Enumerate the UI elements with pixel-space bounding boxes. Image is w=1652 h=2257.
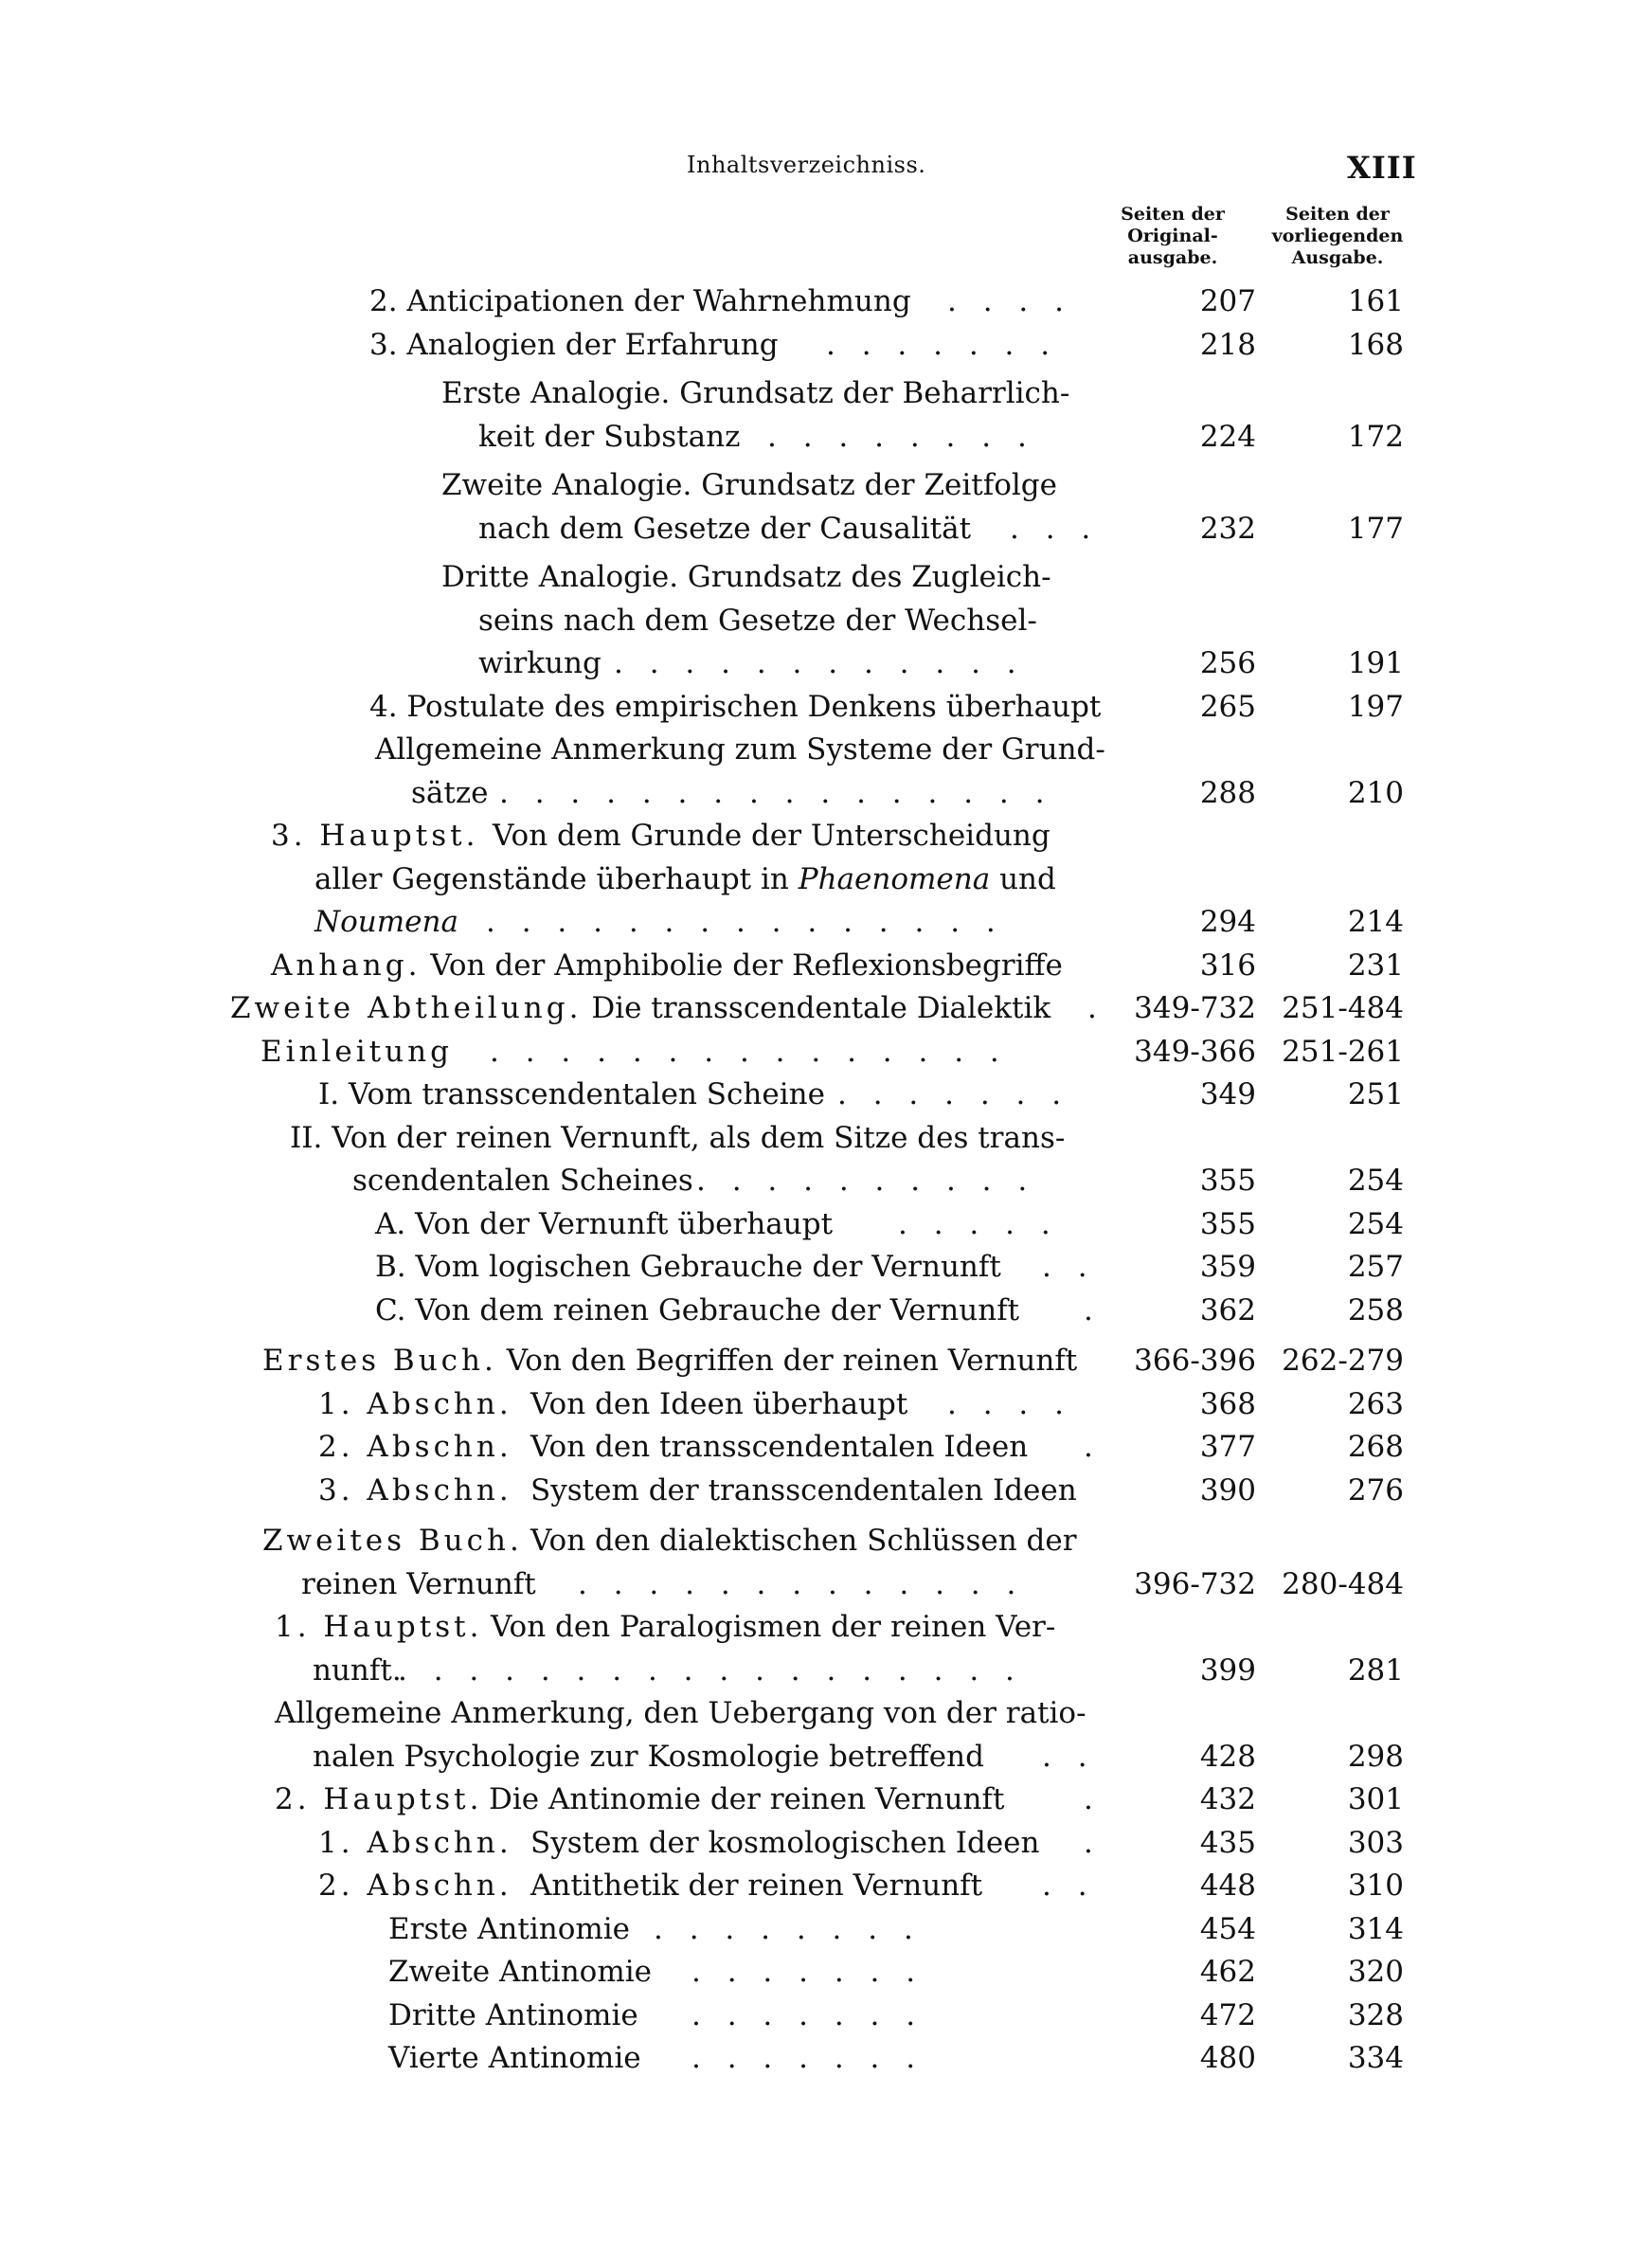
toc-entry-continued: nalen Psychologie zur Kosmologie betreffend . . 428 298 <box>313 1739 1404 1774</box>
toc-entry: Einleitung . . . . . . . . . . . . . . . 349-366 251-261 <box>260 1034 1404 1069</box>
toc-entry: Vierte Antinomie . . . . . . . 480 334 <box>388 2041 1404 2075</box>
toc-entry-continued: nach dem Gesetze der Causalität . . . 232 177 <box>478 511 1404 546</box>
toc-entry-continued: Noumena . . . . . . . . . . . . . . . 294 214 <box>314 905 1404 939</box>
toc-entry-continued: wirkung . . . . . . . . . . . . 256 191 <box>478 646 1404 680</box>
toc-entry: Erste Antinomie . . . . . . . . 454 314 <box>388 1911 1404 1946</box>
toc-entry: Dritte Analogie. Grundsatz des Zugleich- <box>441 560 1051 594</box>
toc-entry: 2. Anticipationen der Wahrnehmung . . . . 207 161 <box>369 284 1404 318</box>
toc-entry: 1. Hauptst. Von den Paralogismen der reinen Ver- <box>275 1610 1056 1644</box>
toc-entry: Zweite Abtheilung. Die transscendentale Dialektik . 349-732 251-484 <box>230 991 1404 1025</box>
toc-entry-continued: aller Gegenstände überhaupt in Phaenomena und <box>314 861 1056 896</box>
toc-entry-continued: scendentalen Scheines . . . . . . . . . . 355 254 <box>352 1164 1404 1198</box>
toc-entry-continued: reinen Vernunft . . . . . . . . . . . . . 396-732 280-484 <box>301 1566 1404 1601</box>
toc-entry-continued: sätze . . . . . . . . . . . . . . . . 288 210 <box>411 775 1404 810</box>
toc-entry-continued: keit der Substanz . . . . . . . . 224 172 <box>478 419 1404 454</box>
toc-entry: 2. Abschn. Antithetik der reinen Vernunft . . 448 310 <box>318 1869 1404 1903</box>
toc-entry: Erste Analogie. Grundsatz der Beharrlich- <box>441 376 1070 410</box>
toc-entry: B. Vom logischen Gebrauche der Vernunft . . 359 257 <box>375 1250 1404 1284</box>
toc-entry: Allgemeine Anmerkung zum Systeme der Grund- <box>375 732 1105 767</box>
toc-entry: A. Von der Vernunft überhaupt . . . . . 355 254 <box>375 1206 1404 1241</box>
toc-entry: Erstes Buch. Von den Begriffen der reinen Vernunft 366-396 262-279 <box>262 1344 1404 1378</box>
toc-entry: Zweite Analogie. Grundsatz der Zeitfolge <box>441 468 1057 502</box>
toc-entry-continued: nunft. . . . . . . . . . . . . . . . . . . 399 281 <box>313 1652 1404 1688</box>
toc-entry: C. Von dem reinen Gebrauche der Vernunft . 362 258 <box>375 1292 1404 1327</box>
toc-entry: 1. Abschn. Von den Ideen überhaupt . . . . 368 263 <box>318 1386 1404 1421</box>
toc-entry: 2. Hauptst. Die Antinomie der reinen Vernunft . 432 301 <box>275 1782 1404 1816</box>
toc-entry: Zweites Buch. Von den dialektischen Schlüssen der <box>262 1524 1077 1558</box>
toc-entry: 2. Abschn. Von den transscendentalen Ideen . 377 268 <box>318 1430 1404 1464</box>
toc-entry: Zweite Antinomie . . . . . . . 462 320 <box>388 1955 1404 1989</box>
toc-entry: 3. Hauptst. Von dem Grunde der Unterscheidung <box>271 819 1050 853</box>
toc-entry-continued: seins nach dem Gesetze der Wechsel- <box>478 603 1037 638</box>
page-number: XIII <box>1347 150 1417 186</box>
toc-entry: Anhang. Von der Amphibolie der Reflexionsbegriffe 316 231 <box>271 948 1404 983</box>
column-header-present: Seiten der vorliegenden Ausgabe. <box>1271 204 1404 268</box>
column-header-original: Seiten der Original- ausgabe. <box>1121 204 1225 268</box>
toc-entry: 3. Abschn. System der transscendentalen Ideen 390 276 <box>318 1472 1404 1508</box>
toc-entry: II. Von der reinen Vernunft, als dem Sitze des trans- <box>290 1120 1066 1155</box>
toc-entry: 1. Abschn. System der kosmologischen Ideen . 435 303 <box>318 1825 1404 1860</box>
toc-entry: Dritte Antinomie . . . . . . . 472 328 <box>388 1997 1404 2032</box>
running-title: Inhaltsverzeichniss. <box>687 152 926 178</box>
toc-entry: Allgemeine Anmerkung, den Uebergang von der ratio- <box>275 1696 1086 1730</box>
table-of-contents <box>0 280 1652 2081</box>
toc-entry: I. Vom transscendentalen Scheine . . . . . . . 349 251 <box>318 1077 1404 1111</box>
toc-entry: 4. Postulate des empirischen Denkens überhaupt 265 197 <box>369 689 1404 724</box>
toc-entry: 3. Analogien der Erfahrung . . . . . . . 218 168 <box>369 327 1404 362</box>
